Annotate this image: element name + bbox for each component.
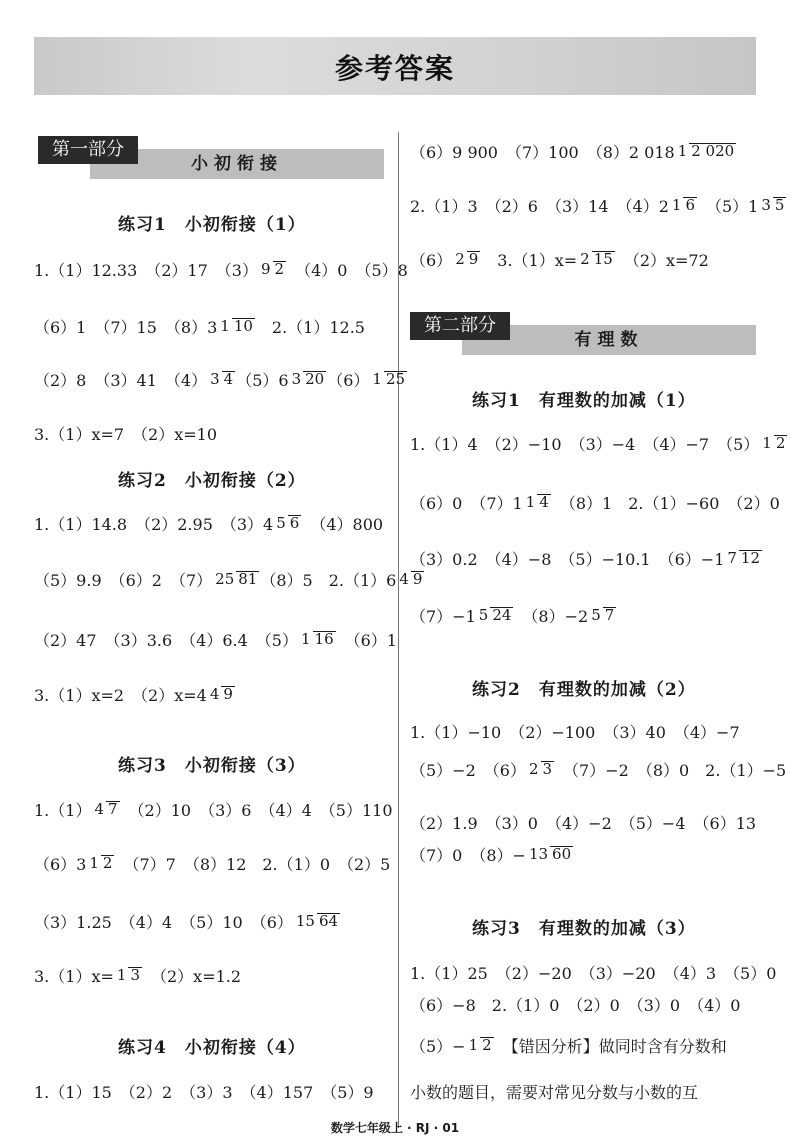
denominator: 2 020 bbox=[691, 142, 735, 161]
numerator: 1 bbox=[89, 853, 99, 872]
answer-line: 1.（1）−10 （2）−100 （3）40 （4）−7 bbox=[410, 723, 740, 742]
answer-text: （2）x=72 bbox=[615, 251, 709, 270]
answer-text: （6）0 （7）1 bbox=[410, 494, 523, 513]
denominator: 3 bbox=[542, 760, 553, 779]
exercise-heading: 练习1 小初衔接（1） bbox=[118, 215, 306, 235]
exercise-heading: 练习2 小初衔接（2） bbox=[118, 471, 306, 491]
numerator: 4 bbox=[94, 799, 104, 818]
numerator: 1 bbox=[671, 195, 682, 214]
numerator: 1 bbox=[300, 629, 311, 648]
answer-text: （8）5 2.（1）6 bbox=[260, 571, 397, 590]
answer-text: （5）9.9 （6）2 （7） bbox=[34, 571, 213, 590]
answer-line bbox=[34, 368, 408, 391]
denominator: 2 bbox=[274, 260, 285, 279]
numerator: 2 bbox=[455, 249, 465, 268]
fraction bbox=[589, 607, 616, 624]
section-tag: 第二部分 bbox=[410, 312, 510, 340]
fraction bbox=[274, 515, 301, 532]
exercise-heading: 练习3 有理数的加减（3） bbox=[472, 919, 696, 939]
denominator: 3 bbox=[130, 966, 140, 985]
answer-line bbox=[34, 683, 236, 706]
numerator: 1 bbox=[372, 369, 382, 388]
answer-text: （4）800 bbox=[302, 515, 384, 534]
answer-text: （6）1 （7）15 （8）3 bbox=[34, 318, 218, 337]
denominator: 4 bbox=[223, 370, 234, 389]
numerator: 1 bbox=[677, 141, 688, 160]
answer-text: 2.（1）3 （2）6 （3）14 （4）2 bbox=[410, 197, 669, 216]
numerator: 1 bbox=[468, 1035, 479, 1054]
answer-text: （7）−2 （8）0 2.（1）−5 bbox=[555, 761, 787, 780]
denominator: 20 bbox=[305, 370, 325, 389]
denominator: 2 bbox=[102, 854, 113, 873]
denominator: 7 bbox=[108, 800, 118, 819]
exercise-heading: 练习4 小初衔接（4） bbox=[118, 1038, 306, 1058]
answer-text: （7）0 （8）− bbox=[410, 846, 526, 865]
answer-text: 3.（1）x=2 （2）x=4 bbox=[34, 686, 207, 705]
fraction bbox=[290, 371, 327, 388]
denominator: 6 bbox=[685, 196, 695, 215]
section-bar-part2 bbox=[410, 312, 756, 350]
answer-line: （6）−8 2.（1）0 （2）0 （3）0 （4）0 bbox=[410, 996, 741, 1015]
numerator: 4 bbox=[209, 684, 220, 703]
fraction bbox=[294, 913, 340, 930]
answer-text: （7）7 （8）12 2.（1）0 （2）5 bbox=[115, 855, 391, 874]
answer-text: （6） bbox=[327, 371, 370, 390]
numerator: 2 bbox=[580, 249, 590, 268]
answer-line bbox=[410, 604, 617, 627]
denominator: 2 bbox=[482, 1036, 492, 1055]
numerator: 13 bbox=[528, 844, 549, 863]
answer-line bbox=[34, 628, 397, 651]
numerator: 3 bbox=[761, 195, 771, 214]
section-tag: 第一部分 bbox=[38, 136, 138, 164]
numerator: 5 bbox=[591, 605, 601, 624]
answer-line bbox=[34, 852, 390, 875]
numerator: 9 bbox=[260, 259, 271, 278]
fraction bbox=[527, 761, 554, 778]
answer-text: （5）1 bbox=[697, 197, 759, 216]
answer-text: （3）1.25 （4）4 （5）10 （6） bbox=[34, 913, 293, 932]
answer-text: 3.（1）x= bbox=[34, 967, 114, 986]
numerator: 7 bbox=[727, 548, 737, 567]
exercise-heading: 练习1 有理数的加减（1） bbox=[472, 391, 696, 411]
fraction bbox=[213, 571, 259, 588]
section-ribbon: 小初衔接 bbox=[90, 149, 384, 179]
denominator: 5 bbox=[774, 196, 785, 215]
answer-text: （8）1 2.（1）−60 （2）0 bbox=[551, 494, 780, 513]
exercise-heading: 练习3 小初衔接（3） bbox=[118, 756, 306, 776]
section-ribbon: 有理数 bbox=[462, 325, 756, 355]
answer-line bbox=[410, 140, 737, 163]
denominator: 16 bbox=[314, 630, 334, 649]
answer-text: 1.（1）14.8 （2）2.95 （3）4 bbox=[34, 515, 274, 534]
exercise-heading: 练习2 有理数的加减（2） bbox=[472, 680, 696, 700]
fraction bbox=[208, 686, 235, 703]
denominator: 6 bbox=[289, 514, 300, 533]
answer-text: 1.（1）4 （2）−10 （3）−4 （4）−7 （5） bbox=[410, 435, 760, 454]
fraction bbox=[92, 801, 119, 818]
numerator: 1 bbox=[220, 316, 230, 335]
numerator: 15 bbox=[295, 911, 315, 930]
answer-text: （2）8 （3）41 （4） bbox=[34, 371, 208, 390]
answer-line bbox=[410, 758, 786, 781]
answer-line: 1.（1）25 （2）−20 （3）−20 （4）3 （5）0 bbox=[410, 964, 777, 983]
answer-line: 3.（1）x=7 （2）x=10 bbox=[34, 425, 218, 444]
fraction bbox=[397, 571, 424, 588]
fraction bbox=[467, 1037, 494, 1054]
numerator: 1 bbox=[116, 965, 127, 984]
answer-text: 1.（1） bbox=[34, 801, 92, 820]
answer-text: （6）3 bbox=[34, 855, 87, 874]
denominator: 64 bbox=[318, 912, 339, 931]
answer-line bbox=[410, 547, 763, 570]
fraction bbox=[725, 550, 762, 567]
answer-line bbox=[34, 315, 365, 338]
answer-text: （2）47 （3）3.6 （4）6.4 （5） bbox=[34, 631, 298, 650]
answer-line bbox=[410, 194, 787, 217]
answer-text: （6）9 900 （7）100 （8）2 018 bbox=[410, 143, 675, 162]
denominator: 2 bbox=[775, 434, 786, 453]
answer-line: 小数的题目，需要对常见分数与小数的互 bbox=[410, 1083, 699, 1102]
answer-text: （5）−2 （6） bbox=[410, 761, 526, 780]
answer-line bbox=[410, 843, 574, 866]
answer-text: （2）10 （3）6 （4）4 （5）110 bbox=[120, 801, 393, 820]
fraction bbox=[259, 261, 286, 278]
answer-text: 【错因分析】做同时含有分数和 bbox=[494, 1037, 727, 1056]
answer-line bbox=[34, 798, 393, 821]
fraction bbox=[670, 197, 697, 214]
fraction bbox=[87, 855, 114, 872]
denominator: 9 bbox=[223, 685, 233, 704]
denominator: 4 bbox=[539, 493, 549, 512]
answer-line bbox=[410, 248, 709, 271]
answer-line bbox=[34, 964, 241, 987]
numerator: 25 bbox=[215, 569, 235, 588]
denominator: 60 bbox=[552, 845, 572, 864]
denominator: 15 bbox=[593, 250, 613, 269]
numerator: 1 bbox=[525, 492, 536, 511]
answer-line: 1.（1）15 （2）2 （3）3 （4）157 （5）9 bbox=[34, 1083, 374, 1102]
answer-text: 1.（1）12.33 （2）17 （3） bbox=[34, 261, 258, 280]
numerator: 5 bbox=[478, 605, 489, 624]
fraction bbox=[760, 435, 787, 452]
answer-line bbox=[34, 258, 408, 281]
answer-text: （4）0 （5）8 bbox=[287, 261, 408, 280]
section-bar-part1 bbox=[38, 136, 384, 174]
answer-text: （5）6 bbox=[236, 371, 289, 390]
denominator: 25 bbox=[385, 370, 406, 389]
answer-line: （2）1.9 （3）0 （4）−2 （5）−4 （6）13 bbox=[410, 814, 757, 833]
denominator: 7 bbox=[604, 606, 615, 625]
fraction bbox=[524, 494, 551, 511]
denominator: 9 bbox=[468, 250, 479, 269]
answer-text: 3.（1）x= bbox=[481, 251, 578, 270]
answer-line bbox=[34, 568, 425, 591]
fraction bbox=[453, 251, 480, 268]
answer-text: 2.（1）12.5 bbox=[255, 318, 365, 337]
answer-line bbox=[410, 432, 788, 455]
fraction bbox=[578, 251, 615, 268]
title-banner bbox=[34, 37, 756, 95]
numerator: 5 bbox=[276, 513, 286, 532]
answer-text: （3）0.2 （4）−8 （5）−10.1 （6）−1 bbox=[410, 550, 725, 569]
fraction bbox=[676, 143, 737, 160]
answer-line bbox=[34, 910, 341, 933]
page-title: 参考答案 bbox=[334, 52, 455, 85]
fraction bbox=[477, 607, 514, 624]
fraction bbox=[299, 631, 336, 648]
denominator: 10 bbox=[233, 317, 253, 336]
numerator: 2 bbox=[528, 759, 539, 778]
fraction bbox=[527, 846, 573, 863]
answer-line bbox=[34, 512, 383, 535]
fraction bbox=[759, 197, 786, 214]
column-divider bbox=[398, 132, 399, 1128]
numerator: 4 bbox=[399, 569, 409, 588]
answer-line bbox=[410, 1034, 727, 1057]
page-footer: 数学七年级上 · RJ · 01 bbox=[330, 1121, 460, 1135]
denominator: 12 bbox=[740, 549, 761, 568]
answer-text: （6） bbox=[410, 251, 453, 270]
fraction bbox=[208, 371, 235, 388]
denominator: 24 bbox=[492, 606, 512, 625]
numerator: 3 bbox=[291, 369, 302, 388]
answer-text: （5）− bbox=[410, 1037, 466, 1056]
numerator: 3 bbox=[210, 369, 220, 388]
denominator: 81 bbox=[238, 570, 258, 589]
answer-text: （2）x=1.2 bbox=[142, 967, 242, 986]
fraction bbox=[218, 318, 255, 335]
answer-line bbox=[410, 491, 780, 514]
answer-text: （8）−2 bbox=[514, 607, 589, 626]
answer-text: （7）−1 bbox=[410, 607, 476, 626]
numerator: 1 bbox=[762, 433, 772, 452]
denominator: 9 bbox=[412, 570, 423, 589]
fraction bbox=[115, 967, 142, 984]
fraction bbox=[370, 371, 407, 388]
answer-text: （6）1 bbox=[336, 631, 397, 650]
